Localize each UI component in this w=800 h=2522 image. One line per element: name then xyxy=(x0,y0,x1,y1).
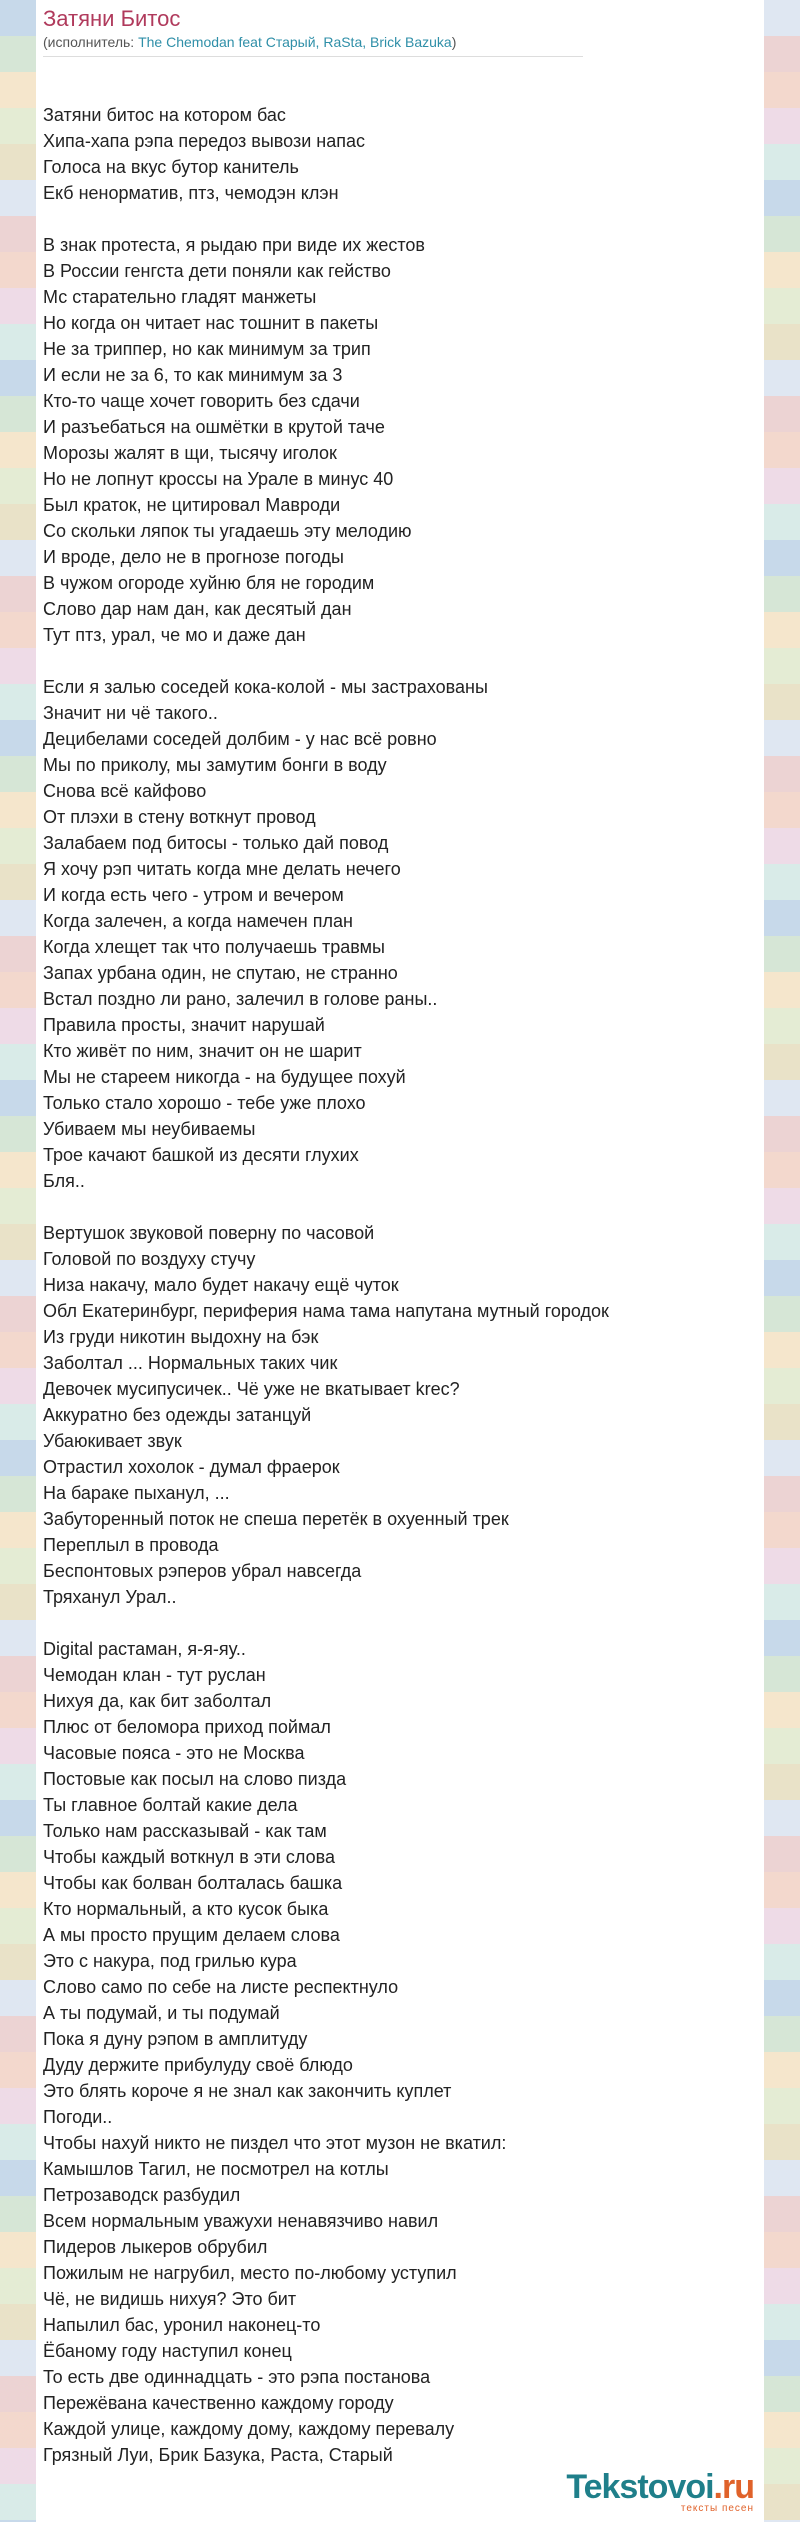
stripe-block xyxy=(0,324,36,360)
stripe-block xyxy=(0,540,36,576)
lyric-line: Затяни битос на котором бас xyxy=(43,105,286,125)
stripe-block xyxy=(764,396,800,432)
stripe-block xyxy=(0,1368,36,1404)
stripe-block xyxy=(764,2376,800,2412)
stanza-gap xyxy=(43,1194,609,1220)
stripe-block xyxy=(0,1656,36,1692)
lyric-line: Переплыл в провода xyxy=(43,1535,219,1555)
lyric-line: Пидеров лыкеров обрубил xyxy=(43,2237,268,2257)
stripe-block xyxy=(764,0,800,36)
lyric-line: Я хочу рэп читать когда мне делать нечего xyxy=(43,859,401,879)
stripe-block xyxy=(764,1800,800,1836)
stripe-block xyxy=(0,1260,36,1296)
stripe-block xyxy=(764,144,800,180)
stripe-block xyxy=(0,288,36,324)
stripe-block xyxy=(0,684,36,720)
lyric-line: Петрозаводск разбудил xyxy=(43,2185,241,2205)
lyric-line: В чужом огороде хуйню бля не городим xyxy=(43,573,375,593)
lyric-line: Кто-то чаще хочет говорить без сдачи xyxy=(43,391,360,411)
stripe-block xyxy=(764,792,800,828)
lyric-line: Кто нормальный, а кто кусок быка xyxy=(43,1899,329,1919)
stripe-block xyxy=(0,144,36,180)
stripe-block xyxy=(764,1008,800,1044)
lyric-line: От плэхи в стену воткнут провод xyxy=(43,807,316,827)
stripe-block xyxy=(764,2268,800,2304)
stripe-block xyxy=(0,1728,36,1764)
stripe-block xyxy=(764,432,800,468)
logo-wordmark xyxy=(566,2468,754,2507)
lyric-line: Слово само по себе на листе респектнуло xyxy=(43,1977,399,1997)
stripe-block xyxy=(764,1908,800,1944)
lyric-line: И вроде, дело не в прогнозе погоды xyxy=(43,547,344,567)
stripe-block xyxy=(0,2448,36,2484)
lyric-line: Значит ни чё такого.. xyxy=(43,703,218,723)
stripe-block xyxy=(764,1512,800,1548)
lyric-line: Тут птз, урал, че мо и даже дан xyxy=(43,625,306,645)
stripe-block xyxy=(0,1440,36,1476)
lyric-line: Забуторенный поток не спеша перетёк в охуенный трек xyxy=(43,1509,509,1529)
stripe-block xyxy=(0,720,36,756)
stripe-block xyxy=(0,1548,36,1584)
stripe-block xyxy=(764,1188,800,1224)
stripe-block xyxy=(0,1836,36,1872)
stripe-block xyxy=(0,2124,36,2160)
stripe-block xyxy=(0,180,36,216)
stripe-block xyxy=(764,72,800,108)
lyric-line: Ты главное болтай какие дела xyxy=(43,1795,298,1815)
lyric-line: Только стало хорошо - тебе уже плохо xyxy=(43,1093,366,1113)
stripe-block xyxy=(764,324,800,360)
lyric-line: А мы просто прущим делаем слова xyxy=(43,1925,340,1945)
stripe-block xyxy=(0,2340,36,2376)
stripe-block xyxy=(0,0,36,36)
stripe-block xyxy=(0,216,36,252)
stripe-block xyxy=(0,1980,36,2016)
stripe-block xyxy=(0,2484,36,2520)
lyric-line: Часовые пояса - это не Москва xyxy=(43,1743,305,1763)
lyric-line: Заболтал ... Нормальных таких чик xyxy=(43,1353,338,1373)
stripe-block xyxy=(0,2052,36,2088)
stripe-block xyxy=(764,2412,800,2448)
stripe-block xyxy=(764,2016,800,2052)
lyric-line: Пережёвана качественно каждому городу xyxy=(43,2393,394,2413)
lyric-line: В России генгста дети поняли как гейство xyxy=(43,261,391,281)
lyric-line: Морозы жалят в щи, тысячу иголок xyxy=(43,443,337,463)
stripe-block xyxy=(764,1656,800,1692)
artist-line xyxy=(43,34,583,57)
lyric-line: Это с накура, под грилью кура xyxy=(43,1951,297,1971)
lyric-line: Грязный Луи, Брик Базука, Раста, Старый xyxy=(43,2445,393,2465)
lyric-line: Когда залечен, а когда намечен план xyxy=(43,911,353,931)
lyric-line: Пока я дуну рэпом в амплитуду xyxy=(43,2029,308,2049)
stripe-block xyxy=(764,1584,800,1620)
stripe-block xyxy=(0,1620,36,1656)
stripe-block xyxy=(764,1332,800,1368)
stripe-block xyxy=(764,1152,800,1188)
lyric-line: Напылил бас, уронил наконец-то xyxy=(43,2315,321,2335)
stripe-block xyxy=(764,756,800,792)
stripe-block xyxy=(764,360,800,396)
lyric-line: И когда есть чего - утром и вечером xyxy=(43,885,344,905)
stripe-block xyxy=(764,1620,800,1656)
stripe-block xyxy=(764,720,800,756)
stripe-block xyxy=(764,1440,800,1476)
stripe-block xyxy=(0,1872,36,1908)
logo-tagline: тексты песен xyxy=(680,2503,754,2514)
stripe-block xyxy=(0,792,36,828)
lyrics-card xyxy=(36,0,764,2522)
stripe-block xyxy=(0,1188,36,1224)
stripe-block xyxy=(0,576,36,612)
stanza-gap xyxy=(43,648,609,674)
lyric-line: В знак протеста, я рыдаю при виде их жестов xyxy=(43,235,425,255)
lyric-line: Это блять короче я не знал как закончить куплет xyxy=(43,2081,452,2101)
artist-suffix: ) xyxy=(451,34,457,50)
lyric-line: Хипа-хапа рэпа передоз вывози напас xyxy=(43,131,365,151)
stripe-block xyxy=(0,648,36,684)
lyric-line: Убиваем мы неубиваемы xyxy=(43,1119,256,1139)
lyric-line: Низа накачу, мало будет накачу ещё чуток xyxy=(43,1275,399,1295)
stripe-block xyxy=(0,432,36,468)
lyric-line: Камышлов Тагил, не посмотрел на котлы xyxy=(43,2159,389,2179)
lyric-line: Чтобы каждый воткнул в эти слова xyxy=(43,1847,335,1867)
stripe-block xyxy=(764,1764,800,1800)
lyric-line: Мы по приколу, мы замутим бонги в воду xyxy=(43,755,387,775)
lyric-line: Аккуратно без одежды затанцуй xyxy=(43,1405,312,1425)
stripe-block xyxy=(0,2016,36,2052)
lyric-line: Чё, не видишь нихуя? Это бит xyxy=(43,2289,297,2309)
lyric-line: Со скольки ляпок ты угадаешь эту мелодию xyxy=(43,521,412,541)
lyric-line: Ёбаному году наступил конец xyxy=(43,2341,292,2361)
stripe-block xyxy=(0,1080,36,1116)
stripe-block xyxy=(0,1692,36,1728)
lyric-line: Запах урбана один, не спутаю, не странно xyxy=(43,963,398,983)
stripe-block xyxy=(0,504,36,540)
lyric-line: Мс старательно гладят манжеты xyxy=(43,287,317,307)
stripe-block xyxy=(764,1980,800,2016)
stripe-block xyxy=(764,108,800,144)
stripe-block xyxy=(0,756,36,792)
stripe-block xyxy=(0,1044,36,1080)
stripe-block xyxy=(764,936,800,972)
lyric-line: Постовые как посыл на слово пизда xyxy=(43,1769,347,1789)
stripe-block xyxy=(764,972,800,1008)
stripe-block xyxy=(764,2340,800,2376)
lyric-line: Не за триппер, но как минимум за трип xyxy=(43,339,371,359)
stripe-block xyxy=(764,216,800,252)
lyric-line: Трое качают башкой из десяти глухих xyxy=(43,1145,359,1165)
stripe-block xyxy=(0,108,36,144)
stripe-block xyxy=(764,1728,800,1764)
stripe-block xyxy=(0,936,36,972)
decorative-stripes-right xyxy=(764,0,800,2522)
stripe-block xyxy=(0,1152,36,1188)
stripe-block xyxy=(764,2052,800,2088)
stripe-block xyxy=(0,2376,36,2412)
stripe-block xyxy=(0,1512,36,1548)
lyric-line: Плюс от беломора приход поймал xyxy=(43,1717,331,1737)
stripe-block xyxy=(0,1404,36,1440)
stripe-block xyxy=(0,1476,36,1512)
stripe-block xyxy=(0,1908,36,1944)
stripe-block xyxy=(764,1548,800,1584)
stripe-block xyxy=(764,1260,800,1296)
stripe-block xyxy=(0,2196,36,2232)
stripe-block xyxy=(764,2124,800,2160)
lyric-line: Дуду держите прибулуду своё блюдо xyxy=(43,2055,353,2075)
stripe-block xyxy=(764,180,800,216)
stripe-block xyxy=(0,1296,36,1332)
stanza-gap xyxy=(43,1610,609,1636)
stripe-block xyxy=(0,360,36,396)
stripe-block xyxy=(0,2088,36,2124)
lyric-line: Если я залью соседей кока-колой - мы застрахованы xyxy=(43,677,488,697)
lyric-line: Тряханул Урал.. xyxy=(43,1587,177,1607)
stripe-block xyxy=(764,648,800,684)
stripe-block xyxy=(764,1692,800,1728)
lyric-line: Только нам рассказывай - как там xyxy=(43,1821,327,1841)
stripe-block xyxy=(764,540,800,576)
lyric-line: Чемодан клан - тут руслан xyxy=(43,1665,266,1685)
stripe-block xyxy=(0,864,36,900)
stripe-block xyxy=(764,612,800,648)
lyric-line: Голоса на вкус бутор канитель xyxy=(43,157,299,177)
stripe-block xyxy=(764,2448,800,2484)
logo-main: Tekstovoi xyxy=(566,2468,714,2506)
stripe-block xyxy=(0,1116,36,1152)
lyric-line: То есть две одиннадцать - это рэпа постанова xyxy=(43,2367,431,2387)
lyric-line: На бараке пыханул, ... xyxy=(43,1483,230,1503)
stripe-block xyxy=(764,576,800,612)
lyric-line: Отрастил хохолок - думал фраерок xyxy=(43,1457,340,1477)
lyric-line: Но когда он читает нас тошнит в пакеты xyxy=(43,313,379,333)
lyric-line: Бля.. xyxy=(43,1171,85,1191)
lyric-line: Всем нормальным уважухи ненавязчиво навил xyxy=(43,2211,439,2231)
lyric-line: Вертушок звуковой поверну по часовой xyxy=(43,1223,375,1243)
lyric-line: Пожилым не нагрубил, место по-любому уступил xyxy=(43,2263,457,2283)
lyric-line: Погоди.. xyxy=(43,2107,113,2127)
lyric-line: Был краток, не цитировал Мавроди xyxy=(43,495,341,515)
page-title: Затяни Битос xyxy=(43,6,181,31)
stripe-block xyxy=(764,252,800,288)
lyric-line: Чтобы как болван болталась башка xyxy=(43,1873,343,1893)
lyric-line: Девочек мусипусичек.. Чё уже не вкатывает krec? xyxy=(43,1379,460,1399)
stripe-block xyxy=(764,2304,800,2340)
stripe-block xyxy=(764,684,800,720)
lyric-line: Правила просты, значит нарушай xyxy=(43,1015,325,1035)
stripe-block xyxy=(0,1224,36,1260)
lyric-line: И если не за 6, то как минимум за 3 xyxy=(43,365,343,385)
stripe-block xyxy=(0,2268,36,2304)
lyric-line: Залабаем под битосы - только дай повод xyxy=(43,833,389,853)
lyric-line: Убаюкивает звук xyxy=(43,1431,182,1451)
stripe-block xyxy=(0,2160,36,2196)
stripe-block xyxy=(764,1080,800,1116)
stripe-block xyxy=(764,1368,800,1404)
stripe-block xyxy=(764,1224,800,1260)
stripe-block xyxy=(0,1008,36,1044)
lyric-line: А ты подумай, и ты подумай xyxy=(43,2003,280,2023)
lyrics-text xyxy=(43,102,609,2468)
stripe-block xyxy=(764,900,800,936)
stripe-block xyxy=(0,612,36,648)
lyric-line: Нихуя да, как бит заболтал xyxy=(43,1691,272,1711)
stripe-block xyxy=(764,864,800,900)
stripe-block xyxy=(0,396,36,432)
lyric-line: Digital растаман, я-я-яу.. xyxy=(43,1639,246,1659)
lyric-line: Каждой улице, каждому дому, каждому перевалу xyxy=(43,2419,455,2439)
lyric-line: Децибелами соседей долбим - у нас всё ровно xyxy=(43,729,437,749)
stripe-block xyxy=(764,504,800,540)
lyric-line: Головой по воздуху стучу xyxy=(43,1249,256,1269)
lyric-line: Но не лопнут кроссы на Урале в минус 40 xyxy=(43,469,394,489)
stripe-block xyxy=(764,2160,800,2196)
artist-link[interactable]: The Chemodan feat Старый, RaSta, Brick Bazuka xyxy=(138,34,452,50)
lyric-line: Екб ненорматив, птз, чемодэн клэн xyxy=(43,183,339,203)
stripe-block xyxy=(0,252,36,288)
lyric-line: Из груди никотин выдохну на бэк xyxy=(43,1327,319,1347)
stripe-block xyxy=(0,1332,36,1368)
stripe-block xyxy=(0,2304,36,2340)
stripe-block xyxy=(764,2232,800,2268)
stripe-block xyxy=(0,36,36,72)
stripe-block xyxy=(764,468,800,504)
site-logo[interactable] xyxy=(566,2468,754,2514)
stripe-block xyxy=(0,72,36,108)
stripe-block xyxy=(764,1476,800,1512)
stripe-block xyxy=(764,1944,800,1980)
stripe-block xyxy=(764,1116,800,1152)
stripe-block xyxy=(0,1944,36,1980)
lyric-line: Беспонтовых рэперов убрал навсегда xyxy=(43,1561,362,1581)
decorative-stripes-left xyxy=(0,0,36,2522)
stripe-block xyxy=(0,972,36,1008)
lyric-line: Мы не стареем никогда - на будущее похуй xyxy=(43,1067,406,1087)
stripe-block xyxy=(764,1044,800,1080)
stripe-block xyxy=(764,2196,800,2232)
logo-tld: .ru xyxy=(713,2468,754,2506)
stripe-block xyxy=(0,2232,36,2268)
stripe-block xyxy=(764,36,800,72)
stripe-block xyxy=(0,1800,36,1836)
stripe-block xyxy=(764,1296,800,1332)
lyric-line: Чтобы нахуй никто не пиздел что этот музон не вкатил: xyxy=(43,2133,507,2153)
lyric-line: И разъебаться на ошмётки в крутой тачe xyxy=(43,417,385,437)
stripe-block xyxy=(764,1836,800,1872)
stripe-block xyxy=(764,2088,800,2124)
stripe-block xyxy=(0,1584,36,1620)
stripe-block xyxy=(764,2484,800,2520)
stripe-block xyxy=(0,900,36,936)
stanza-gap xyxy=(43,206,609,232)
lyric-line: Обл Екатеринбург, периферия нама тама напутана мутный городок xyxy=(43,1301,609,1321)
lyric-line: Кто живёт по ним, значит он не шарит xyxy=(43,1041,362,1061)
lyric-line: Встал поздно ли рано, залечил в голове раны.. xyxy=(43,989,438,1009)
stripe-block xyxy=(0,828,36,864)
stripe-block xyxy=(764,1872,800,1908)
artist-prefix: (исполнитель: xyxy=(43,34,139,50)
lyric-line: Когда хлещет так что получаешь травмы xyxy=(43,937,385,957)
stripe-block xyxy=(764,288,800,324)
lyric-line: Снова всё кайфово xyxy=(43,781,207,801)
stripe-block xyxy=(0,2412,36,2448)
stripe-block xyxy=(0,1764,36,1800)
lyric-line: Слово дар нам дан, как десятый дан xyxy=(43,599,352,619)
stripe-block xyxy=(764,1404,800,1440)
stripe-block xyxy=(764,828,800,864)
stripe-block xyxy=(0,468,36,504)
